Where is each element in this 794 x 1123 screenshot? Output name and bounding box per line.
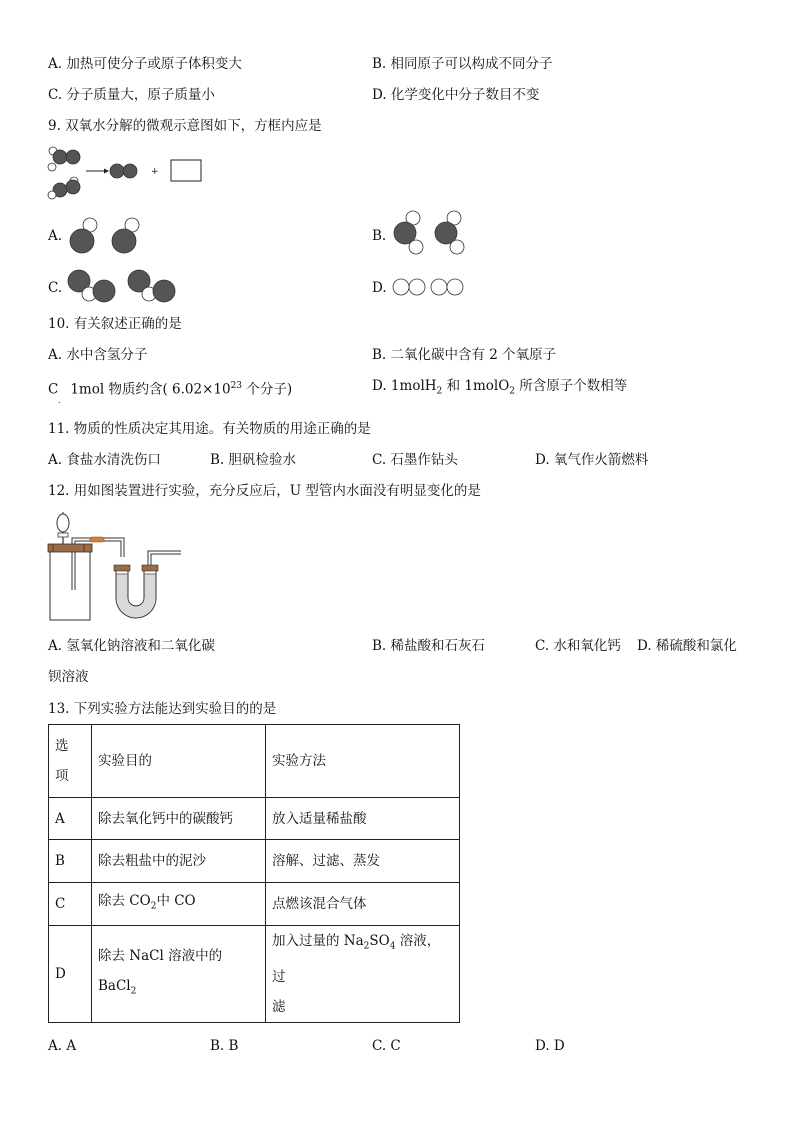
- row-purpose-line2-sub: 2: [130, 986, 137, 997]
- row-purpose: [92, 926, 266, 1023]
- q10-option-d-part1: D. 1molH: [372, 378, 437, 394]
- row-method-part2: SO: [369, 933, 390, 949]
- q9-option-d-molecules: [392, 277, 466, 297]
- q10-option-d: [372, 377, 627, 401]
- row-purpose-line1: 除去 NaCl 溶液中的: [98, 948, 223, 964]
- q10-option-d-part2: 和 1molO: [442, 378, 510, 394]
- q9-option-b-label: B.: [372, 228, 387, 244]
- row-method: 放入适量稀盐酸: [266, 798, 460, 840]
- q10-option-d-sub2: 2: [509, 386, 516, 397]
- row-method-sub1: 2: [363, 941, 370, 952]
- q10-option-c: [48, 377, 292, 399]
- header-option: [49, 725, 92, 798]
- row-method: 溶解、过滤、蒸发: [266, 840, 460, 883]
- q9-option-a-molecules: [66, 215, 146, 257]
- row-option: B: [49, 840, 92, 883]
- q9-plus-sign: +: [151, 167, 159, 177]
- q12-option-c: C. 水和氧化钙: [535, 638, 621, 654]
- q10-option-d-part3: 所含原子个数相等: [515, 378, 628, 394]
- q10-option-b: B. 二氧化碳中含有 2 个氧原子: [372, 347, 557, 363]
- row-method-sub2: 4: [389, 941, 396, 952]
- row-purpose-line2: [98, 971, 259, 1007]
- row-option: C: [49, 883, 92, 926]
- q12-apparatus-diagram: [44, 512, 189, 624]
- q8-option-c: C. 分子质量大，原子质量小: [48, 87, 215, 103]
- q11-stem: 11. 物质的性质决定其用途。有关物质的用途正确的是: [48, 421, 371, 437]
- q12-option-a: A. 氢氧化钠溶液和二氧化碳: [48, 638, 215, 654]
- q12-option-d: D. 稀硫酸和氯化: [637, 638, 737, 654]
- q12-option-b: B. 稀盐酸和石灰石: [372, 638, 486, 654]
- q10-option-d-sub1: 2: [436, 386, 443, 397]
- q13-table: [48, 724, 460, 1023]
- header-method: 实验方法: [266, 725, 460, 798]
- q10-option-a: A. 水中含氢分子: [48, 347, 148, 363]
- row-purpose-line2-text: BaCl: [98, 978, 131, 994]
- row-purpose-sub: 2: [150, 901, 157, 912]
- q8-option-d: D. 化学变化中分子数目不变: [372, 87, 540, 103]
- q9-option-a-label: A.: [48, 228, 63, 244]
- q10-stem: 10. 有关叙述正确的是: [48, 316, 182, 332]
- q9-option-c-molecules: [66, 268, 180, 304]
- q9-option-b-molecules: [390, 208, 470, 260]
- row-purpose-part2: 中 CO: [156, 893, 196, 910]
- q10-option-c-tail: 个分子): [242, 381, 293, 398]
- q8-option-b: B. 相同原子可以构成不同分子: [372, 56, 553, 72]
- q11-option-b: B. 胆矾检验水: [210, 452, 297, 468]
- row-method-line2: 滤: [272, 998, 286, 1015]
- q13-answer-d: D. D: [535, 1038, 565, 1054]
- q11-option-c: C. 石墨作钻头: [372, 452, 458, 468]
- table-header-row: [49, 725, 460, 798]
- table-row: [49, 926, 460, 1023]
- header-option-line1: 选: [55, 738, 69, 754]
- row-purpose: 除去粗盐中的泥沙: [92, 840, 266, 883]
- q13-stem: 13. 下列实验方法能达到实验目的的是: [48, 701, 277, 717]
- q8-option-a: A. 加热可使分子或原子体积变大: [48, 56, 242, 72]
- q12-stem: 12. 用如图装置进行实验，充分反应后，U 型管内水面没有明显变化的是: [48, 483, 481, 499]
- row-option: D: [49, 926, 92, 1023]
- row-method: 点燃该混合气体: [266, 883, 460, 926]
- q9-option-c-label: C.: [48, 280, 63, 296]
- row-method-part3: 溶液，过: [272, 933, 441, 985]
- row-method: [266, 926, 460, 1023]
- row-purpose-part1: 除去 CO: [98, 893, 151, 910]
- q10-option-c-label: C: [48, 381, 59, 398]
- q13-answer-a: A. A: [48, 1038, 77, 1054]
- row-purpose: [92, 883, 266, 926]
- header-option-line2: 项: [55, 768, 69, 784]
- q11-option-d: D. 氧气作火箭燃料: [535, 452, 649, 468]
- row-purpose: 除去氧化钙中的碳酸钙: [92, 798, 266, 840]
- q11-option-a: A. 食盐水清洗伤口: [48, 452, 161, 468]
- q9-reaction-diagram: [44, 144, 214, 204]
- row-method-part1: 加入过量的 Na: [272, 933, 364, 949]
- q9-option-d-label: D.: [372, 280, 387, 296]
- row-option: A: [49, 798, 92, 840]
- q10-option-c-exponent: 23: [230, 381, 243, 391]
- row-method-line1: [272, 926, 453, 992]
- q13-answer-c: C. C: [372, 1038, 401, 1054]
- q13-answer-b: B. B: [210, 1038, 239, 1054]
- table-row: [49, 840, 460, 883]
- q9-stem: 9. 双氧水分解的微观示意图如下，方框内应是: [48, 118, 322, 134]
- q12-option-d-continuation: 钡溶液: [48, 669, 89, 685]
- q10-c-dot: .: [58, 396, 61, 405]
- table-row: [49, 798, 460, 840]
- q10-option-c-text: 1mol 物质约含( 6.02×10: [70, 381, 231, 398]
- header-purpose: 实验目的: [92, 725, 266, 798]
- table-row: [49, 883, 460, 926]
